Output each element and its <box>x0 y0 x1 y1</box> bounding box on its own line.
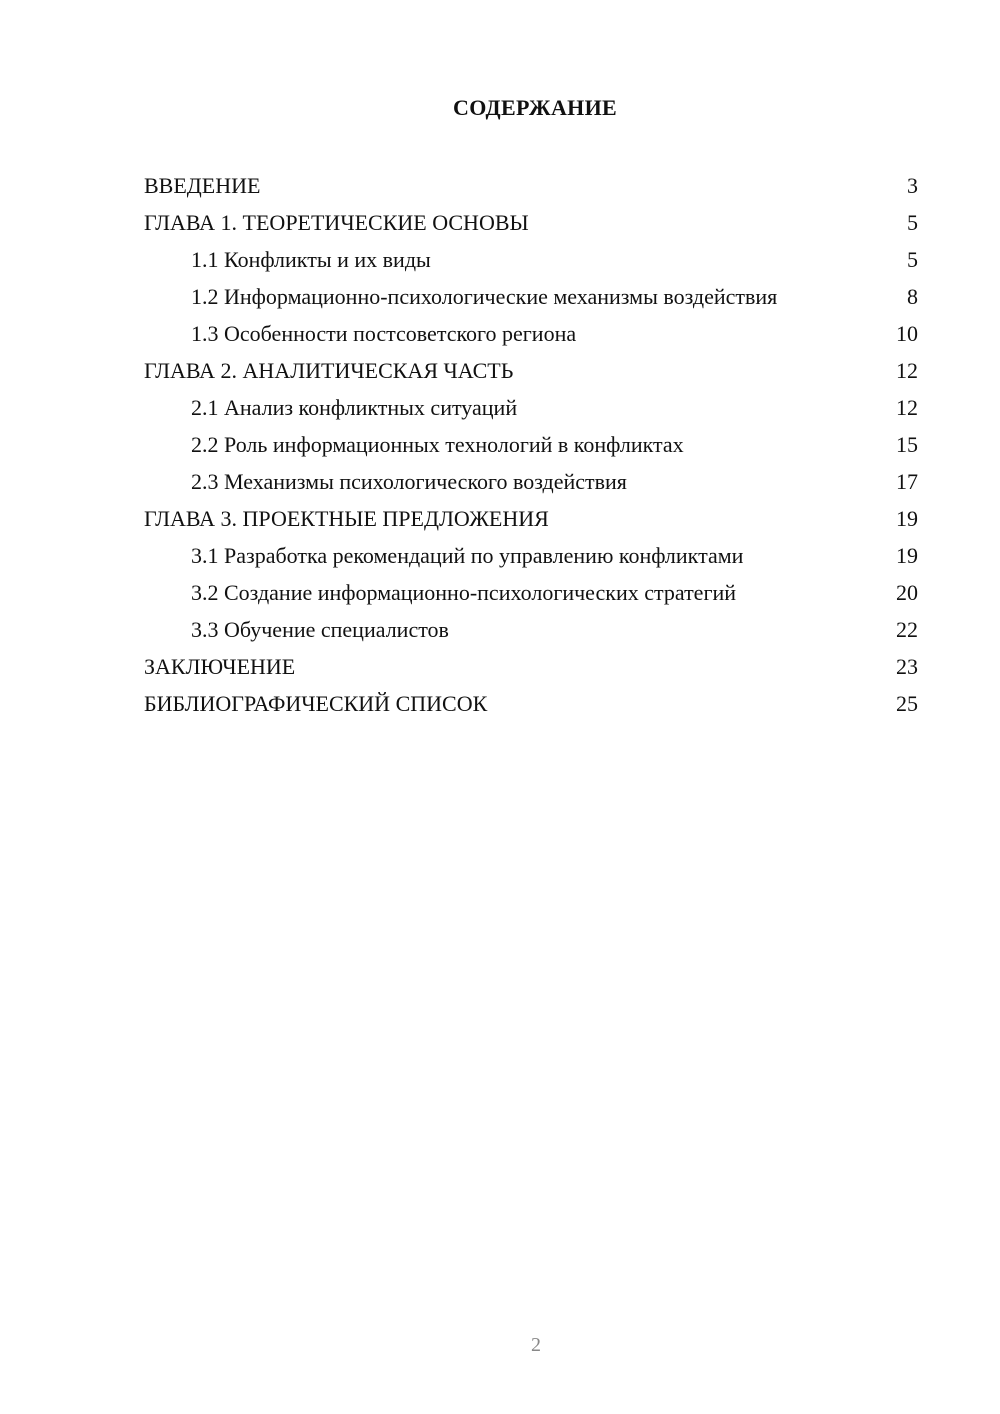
toc-entry-label: 1.1 Конфликты и их виды <box>191 247 431 272</box>
page-number: 2 <box>531 1334 541 1356</box>
toc-entry-page: 17 <box>896 469 918 494</box>
toc-entry-section-2-2[interactable] <box>144 427 918 464</box>
toc-entry-chapter-1[interactable] <box>144 205 918 242</box>
toc-entry-page: 5 <box>907 247 918 272</box>
toc-entry-label: 2.1 Анализ конфликтных ситуаций <box>191 395 518 420</box>
toc-entry-conclusion[interactable] <box>144 649 918 686</box>
toc-entry-page: 19 <box>896 543 918 568</box>
toc-entry-section-1-3[interactable] <box>144 316 918 353</box>
toc-entry-section-3-2[interactable] <box>144 575 918 612</box>
toc-entry-bibliography[interactable] <box>144 686 918 723</box>
toc-entry-page: 8 <box>907 284 918 309</box>
toc-entry-label: БИБЛИОГРАФИЧЕСКИЙ СПИСОК <box>144 691 488 716</box>
page-title: СОДЕРЖАНИЕ <box>453 95 617 120</box>
toc-entry-label: ВВЕДЕНИЕ <box>144 173 261 198</box>
toc-entry-page: 3 <box>907 173 918 198</box>
toc-entry-section-3-1[interactable] <box>144 538 918 575</box>
toc-entry-section-1-1[interactable] <box>144 242 918 279</box>
toc-entry-label: ЗАКЛЮЧЕНИЕ <box>144 654 296 679</box>
toc-entry-page: 10 <box>896 321 918 346</box>
toc-entry-page: 22 <box>896 617 918 642</box>
toc-entry-label: 1.2 Информационно-психологические механизмы воздействия <box>191 284 778 309</box>
toc-entry-label: 2.2 Роль информационных технологий в конфликтах <box>191 432 684 457</box>
toc-entry-chapter-3[interactable] <box>144 501 918 538</box>
toc-entry-label: ГЛАВА 2. АНАЛИТИЧЕСКАЯ ЧАСТЬ <box>144 358 514 383</box>
toc-entry-page: 19 <box>896 506 918 531</box>
toc-entry-page: 15 <box>896 432 918 457</box>
table-of-contents <box>144 168 918 723</box>
toc-entry-label: 1.3 Особенности постсоветского региона <box>191 321 577 346</box>
toc-entry-section-2-3[interactable] <box>144 464 918 501</box>
toc-entry-page: 23 <box>896 654 918 679</box>
toc-entry-introduction[interactable] <box>144 168 918 205</box>
toc-entry-page: 12 <box>896 395 918 420</box>
toc-entry-chapter-2[interactable] <box>144 353 918 390</box>
toc-entry-page: 5 <box>907 210 918 235</box>
toc-entry-section-1-2[interactable] <box>144 279 918 316</box>
toc-entry-page: 20 <box>896 580 918 605</box>
toc-entry-label: 3.3 Обучение специалистов <box>191 617 449 642</box>
toc-entry-section-2-1[interactable] <box>144 390 918 427</box>
toc-entry-section-3-3[interactable] <box>144 612 918 649</box>
toc-entry-label: 3.2 Создание информационно-психологических стратегий <box>191 580 737 605</box>
toc-entry-label: ГЛАВА 1. ТЕОРЕТИЧЕСКИЕ ОСНОВЫ <box>144 210 529 235</box>
toc-entry-page: 12 <box>896 358 918 383</box>
toc-entry-page: 25 <box>896 691 918 716</box>
toc-entry-label: 2.3 Механизмы психологического воздействия <box>191 469 627 494</box>
toc-entry-label: ГЛАВА 3. ПРОЕКТНЫЕ ПРЕДЛОЖЕНИЯ <box>144 506 549 531</box>
toc-entry-label: 3.1 Разработка рекомендаций по управлению конфликтами <box>191 543 744 568</box>
